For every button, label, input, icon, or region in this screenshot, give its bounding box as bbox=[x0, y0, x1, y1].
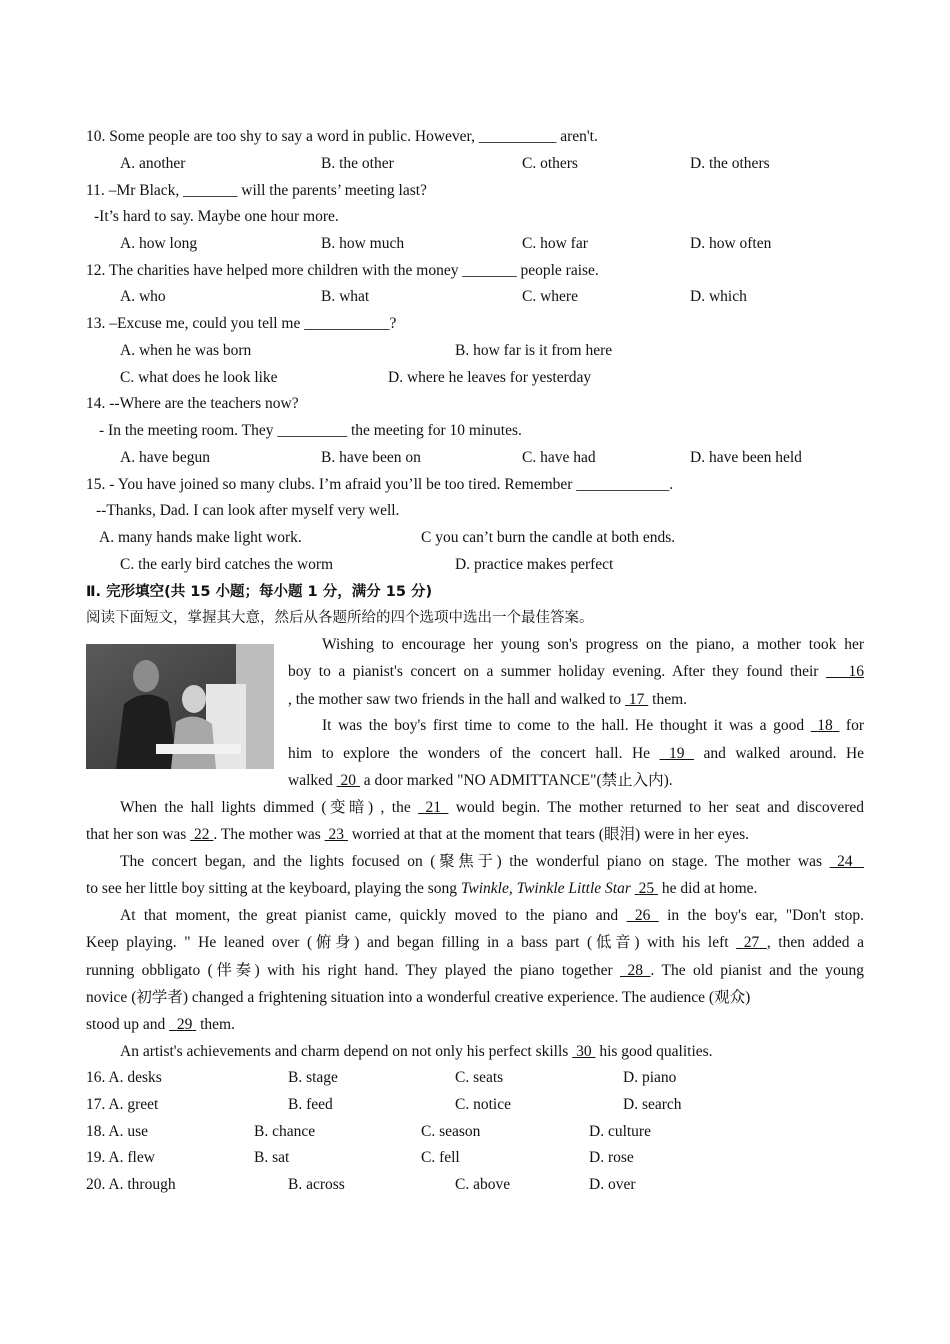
option: D. where he leaves for yesterday bbox=[388, 369, 592, 386]
passage-line: It was the boy's first time to come to the hall. He thought it was a good 18 for bbox=[322, 717, 864, 734]
option: C. fell bbox=[421, 1149, 460, 1166]
option: D. the others bbox=[690, 155, 770, 172]
passage-line: , the mother saw two friends in the hall and walked to 17 them. bbox=[288, 691, 688, 708]
option: C. what does he look like bbox=[120, 369, 278, 386]
option: C. the early bird catches the worm bbox=[120, 556, 334, 573]
option: D. practice makes perfect bbox=[455, 556, 614, 573]
cloze-question: 19. A. flew bbox=[86, 1149, 155, 1166]
passage-line: that her son was 22 . The mother was 23 worried at that at the moment that tears (眼泪) were in her eyes. bbox=[86, 826, 750, 843]
section-heading: Ⅱ. 完形填空(共 15 小题；每小题 1 分，满分 15 分) bbox=[86, 584, 433, 600]
option: C. others bbox=[522, 155, 578, 172]
question-12: 12. The charities have helped more children with the money _______ people raise. bbox=[86, 262, 599, 279]
passage-line: When the hall lights dimmed (变暗) , the 21 would begin. The mother returned to her seat and discovered bbox=[120, 799, 865, 816]
option: B. have been on bbox=[321, 449, 421, 466]
option: B. how much bbox=[321, 235, 405, 252]
option: D. rose bbox=[589, 1149, 634, 1166]
piano-photo bbox=[86, 644, 274, 769]
option: D. which bbox=[690, 288, 747, 305]
option: A. many hands make light work. bbox=[99, 529, 302, 546]
option: A. how long bbox=[120, 235, 198, 252]
passage-line: walked 20 a door marked "NO ADMITTANCE"(禁止入内). bbox=[288, 772, 673, 789]
option: B. feed bbox=[288, 1096, 333, 1113]
passage-line: The concert began, and the lights focused on (聚焦于) the wonderful piano on stage. The mother was 24 bbox=[120, 853, 853, 870]
option: D. over bbox=[589, 1176, 636, 1193]
option: D. how often bbox=[690, 235, 772, 252]
option: C. notice bbox=[455, 1096, 511, 1113]
option: D. piano bbox=[623, 1069, 677, 1086]
option: C. season bbox=[421, 1123, 481, 1140]
passage-line: stood up and 29 them. bbox=[86, 1016, 235, 1033]
option: B. across bbox=[288, 1176, 345, 1193]
cloze-question: 16. A. desks bbox=[86, 1069, 162, 1086]
passage-line: boy to a pianist's concert on a summer holiday evening. After they found their 16 bbox=[288, 663, 865, 680]
passage-line: running obbligato (伴奏) with his right hand. They played the piano together 28 . The old pianist and the young bbox=[86, 962, 865, 979]
question-15: 15. - You have joined so many clubs. I’m afraid you’ll be too tired. Remember ____________. bbox=[86, 476, 674, 493]
question-10: 10. Some people are too shy to say a word in public. However, __________ aren't. bbox=[86, 128, 598, 145]
option: B. the other bbox=[321, 155, 394, 172]
option: A. have begun bbox=[120, 449, 210, 466]
cloze-question: 18. A. use bbox=[86, 1123, 149, 1140]
passage-line: Keep playing. " He leaned over (俯身) and began filling in a bass part (低音) with his left 27 , then added a bbox=[86, 934, 865, 951]
option: C you can’t burn the candle at both ends. bbox=[421, 529, 676, 546]
option: C. where bbox=[522, 288, 578, 305]
option: D. have been held bbox=[690, 449, 802, 466]
question-14-reply: - In the meeting room. They _________ the meeting for 10 minutes. bbox=[99, 422, 522, 439]
option: B. what bbox=[321, 288, 370, 305]
option: D. culture bbox=[589, 1123, 651, 1140]
option: A. when he was born bbox=[120, 342, 252, 359]
question-13: 13. –Excuse me, could you tell me ___________? bbox=[86, 315, 397, 332]
passage-line: him to explore the wonders of the concert hall. He 19 and walked around. He bbox=[288, 745, 865, 762]
question-11-reply: -It’s hard to say. Maybe one hour more. bbox=[94, 208, 339, 225]
option: B. sat bbox=[254, 1149, 290, 1166]
passage-line: novice (初学者) changed a frightening situation into a wonderful creative experience. The audience (观众) bbox=[86, 989, 751, 1006]
passage-line: At that moment, the great pianist came, quickly moved to the piano and 26 in the boy's ear, "Don't stop. bbox=[120, 907, 865, 924]
option: B. stage bbox=[288, 1069, 338, 1086]
option: A. who bbox=[120, 288, 166, 305]
passage-line: Wishing to encourage her young son's progress on the piano, a mother took her bbox=[322, 636, 864, 653]
question-11: 11. –Mr Black, _______ will the parents’ meeting last? bbox=[86, 182, 427, 199]
option: C. how far bbox=[522, 235, 588, 252]
cloze-question: 17. A. greet bbox=[86, 1096, 159, 1113]
option: C. above bbox=[455, 1176, 511, 1193]
option: C. have had bbox=[522, 449, 596, 466]
passage-line: to see her little boy sitting at the keyboard, playing the song Twinkle, Twinkle Little Star 25 he did at home. bbox=[86, 880, 758, 897]
question-14: 14. --Where are the teachers now? bbox=[86, 395, 299, 412]
option: B. how far is it from here bbox=[455, 342, 613, 359]
option: A. another bbox=[120, 155, 186, 172]
option: C. seats bbox=[455, 1069, 504, 1086]
passage-line: An artist's achievements and charm depend on not only his perfect skills 30 his good qualities. bbox=[120, 1043, 713, 1060]
cloze-question: 20. A. through bbox=[86, 1176, 176, 1193]
section-instruction: 阅读下面短文，掌握其大意，然后从各题所给的四个选项中选出一个最佳答案。 bbox=[86, 610, 594, 626]
option: B. chance bbox=[254, 1123, 316, 1140]
question-15-reply: --Thanks, Dad. I can look after myself very well. bbox=[96, 502, 400, 519]
option: D. search bbox=[623, 1096, 682, 1113]
